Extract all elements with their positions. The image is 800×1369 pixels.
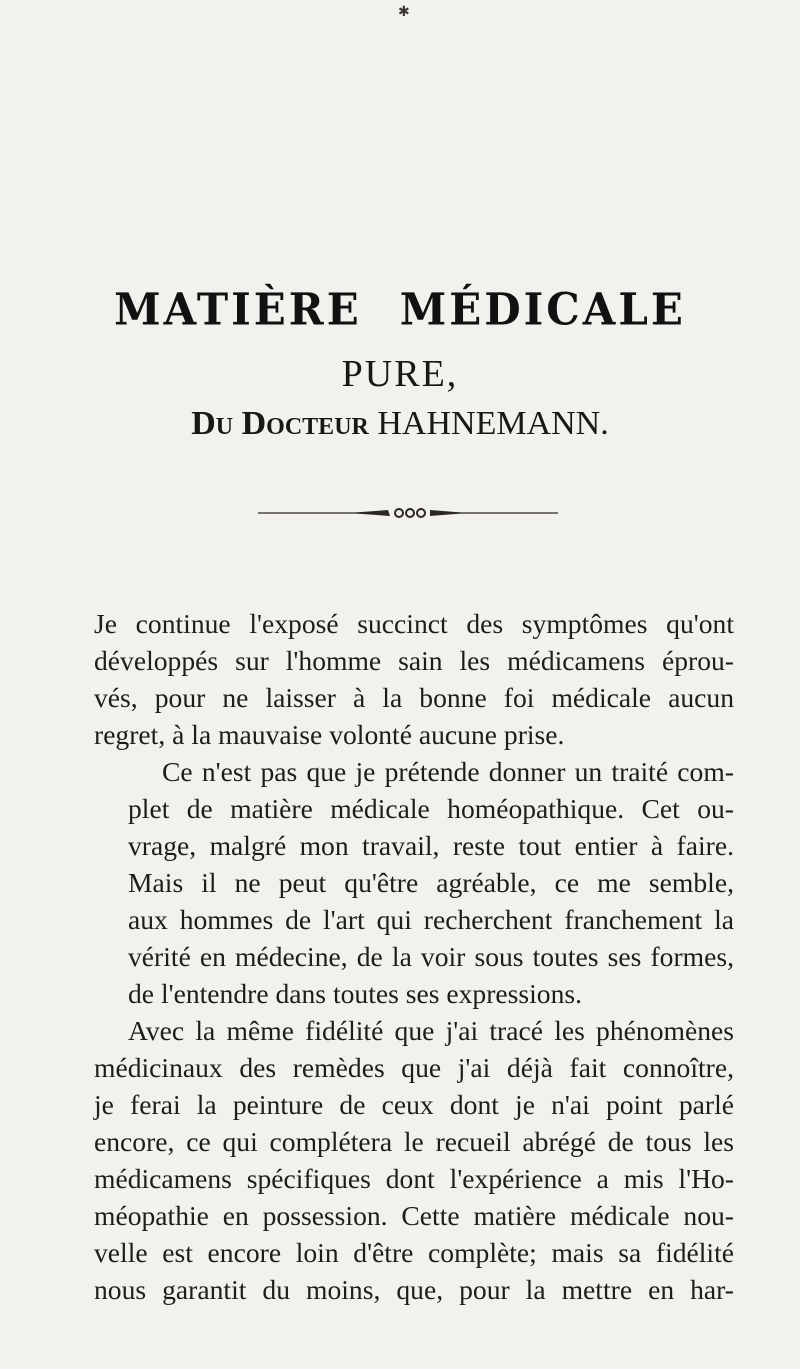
paragraph-1 [94, 605, 734, 753]
text-line: Je continue l'exposé succinct des symptômes qu'ont [94, 608, 734, 639]
text-line: je ferai la peinture de ceux dont je n'ai point parlé [94, 1089, 734, 1120]
ornamental-rule [258, 506, 558, 520]
body-text [94, 605, 734, 1308]
title-word-1: MATIÈRE [114, 283, 362, 336]
text-line: Mais il ne peut qu'être agréable, ce me semble, [128, 867, 734, 898]
text-line: médicinaux des remèdes que j'ai déjà fait connoître, [94, 1052, 734, 1083]
text-line: aux hommes de l'art qui recherchent franchement la [128, 904, 734, 935]
title-word-2: MÉDICALE [399, 283, 686, 336]
text-line: Avec la même fidélité que j'ai tracé les phénomènes [128, 1015, 734, 1046]
author-prefix: Du Docteur [191, 405, 369, 442]
text-line: regret, à la mauvaise volonté aucune prise. [94, 719, 565, 750]
paragraph-2 [94, 753, 734, 1012]
title-main [0, 284, 800, 335]
text-line: développés sur l'homme sain les médicamens éprou- [94, 645, 734, 676]
text-line: velle est encore loin d'être complète; mais sa fidélité [94, 1237, 734, 1268]
text-line: médicamens spécifiques dont l'expérience a mis l'Ho- [94, 1163, 734, 1194]
title-subtitle: PURE, [341, 353, 459, 395]
text-line: de l'entendre dans toutes ses expressions. [128, 978, 583, 1009]
text-line: vés, pour ne laisser à la bonne foi médicale aucun [94, 682, 734, 713]
text-line: vérité en médecine, de la voir sous toutes ses formes, [128, 941, 734, 972]
title-author [0, 405, 800, 443]
text-line: nous garantit du moins, que, pour la mettre en har- [94, 1274, 734, 1305]
paragraph-3 [94, 1012, 734, 1308]
text-line: vrage, malgré mon travail, reste tout entier à faire. [128, 830, 734, 861]
text-line: encore, ce qui complétera le recueil abrégé de tous les [94, 1126, 734, 1157]
ink-speck: ✱ [398, 5, 410, 20]
text-line: Ce n'est pas que je prétende donner un traité com- [162, 756, 734, 787]
text-line: plet de matière médicale homéopathique. Cet ou- [128, 793, 734, 824]
author-name: HAHNEMANN. [377, 405, 609, 442]
text-line: méopathie en possession. Cette matière médicale nou- [94, 1200, 734, 1231]
